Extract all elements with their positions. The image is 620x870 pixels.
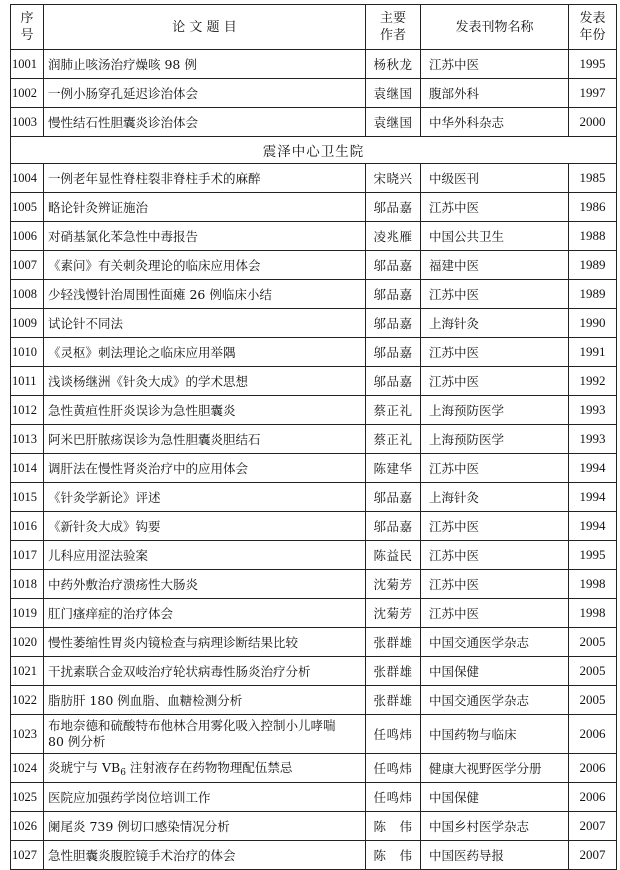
- table-row: [11, 79, 617, 108]
- row-author: 邬品嘉: [366, 338, 421, 367]
- row-title: 润肺止咳汤治疗燥咳 98 例: [44, 50, 366, 79]
- row-journal: 江苏中医: [421, 338, 569, 367]
- row-journal: 中国交通医学杂志: [421, 686, 569, 715]
- row-number: 1011: [11, 367, 44, 396]
- table-row: [11, 396, 617, 425]
- row-title: 浅谈杨继洲《针灸大成》的学术思想: [44, 367, 366, 396]
- row-number: 1016: [11, 512, 44, 541]
- table-row: [11, 193, 617, 222]
- row-author: 任鸣炜: [366, 754, 421, 783]
- row-year: 1990: [569, 309, 617, 338]
- header-no: 序 号: [11, 5, 44, 50]
- row-journal: 江苏中医: [421, 280, 569, 309]
- table-row: [11, 570, 617, 599]
- row-number: 1014: [11, 454, 44, 483]
- row-number: 1010: [11, 338, 44, 367]
- row-author: 邬品嘉: [366, 309, 421, 338]
- row-number: 1002: [11, 79, 44, 108]
- row-author: 沈菊芳: [366, 570, 421, 599]
- row-year: 2006: [569, 754, 617, 783]
- row-number: 1003: [11, 108, 44, 137]
- row-author: 任鸣炜: [366, 783, 421, 812]
- row-number: 1027: [11, 841, 44, 870]
- row-number: 1013: [11, 425, 44, 454]
- row-title: 《针灸学新论》评述: [44, 483, 366, 512]
- row-author: 陈 伟: [366, 841, 421, 870]
- row-year: 1993: [569, 425, 617, 454]
- row-number: 1015: [11, 483, 44, 512]
- row-journal: 江苏中医: [421, 50, 569, 79]
- table-row: [11, 599, 617, 628]
- row-title: 对硝基氯化苯急性中毒报告: [44, 222, 366, 251]
- row-author: 凌兆雁: [366, 222, 421, 251]
- row-title: 阑尾炎 739 例切口感染情况分析: [44, 812, 366, 841]
- row-author: 邬品嘉: [366, 251, 421, 280]
- row-number: 1020: [11, 628, 44, 657]
- row-author: 邬品嘉: [366, 280, 421, 309]
- row-title-part: 炎琥宁与 VB: [48, 760, 121, 775]
- row-journal: 中华外科杂志: [421, 108, 569, 137]
- row-journal: 上海预防医学: [421, 396, 569, 425]
- row-title: 少轻浅慢针治周围性面瘫 26 例临床小结: [44, 280, 366, 309]
- row-journal: 健康大视野医学分册: [421, 754, 569, 783]
- row-journal: 江苏中医: [421, 599, 569, 628]
- row-journal: 上海针灸: [421, 309, 569, 338]
- row-title: 一例老年显性脊柱裂非脊柱手术的麻醉: [44, 164, 366, 193]
- row-number: 1017: [11, 541, 44, 570]
- row-year: 1989: [569, 251, 617, 280]
- row-title: 医院应加强药学岗位培训工作: [44, 783, 366, 812]
- row-journal: 江苏中医: [421, 454, 569, 483]
- row-number: 1021: [11, 657, 44, 686]
- row-author: 邬品嘉: [366, 512, 421, 541]
- table-row: [11, 164, 617, 193]
- row-title: 儿科应用涩法验案: [44, 541, 366, 570]
- row-journal: 中国医药导报: [421, 841, 569, 870]
- row-year: 1992: [569, 367, 617, 396]
- publication-table: [10, 4, 617, 870]
- table-row: [11, 628, 617, 657]
- row-title: 布地奈德和硫酸特布他林合用雾化吸入控制小儿哮喘 80 例分析: [44, 715, 366, 754]
- table-row: [11, 841, 617, 870]
- row-journal: 江苏中医: [421, 512, 569, 541]
- table-body-special: [11, 715, 617, 783]
- row-journal: 中国保健: [421, 783, 569, 812]
- row-year: 1994: [569, 483, 617, 512]
- row-title-part: 注射液存在药物物理配伍禁忌: [125, 760, 293, 775]
- row-title: 干扰素联合金双岐治疗轮状病毒性肠炎治疗分析: [44, 657, 366, 686]
- row-number: 1001: [11, 50, 44, 79]
- table-body-top: [11, 50, 617, 137]
- row-author: 袁继国: [366, 108, 421, 137]
- row-journal: 中国药物与临床: [421, 715, 569, 754]
- row-title: 阿米巴肝脓疡误诊为急性胆囊炎胆结石: [44, 425, 366, 454]
- row-year: 1998: [569, 570, 617, 599]
- row-year: 2007: [569, 841, 617, 870]
- row-journal: 腹部外科: [421, 79, 569, 108]
- section-row: [11, 137, 617, 164]
- row-journal: 中国乡村医学杂志: [421, 812, 569, 841]
- row-year: 1988: [569, 222, 617, 251]
- row-author: 蔡正礼: [366, 425, 421, 454]
- row-number: 1009: [11, 309, 44, 338]
- row-author: 沈菊芳: [366, 599, 421, 628]
- header-title: 论 文 题 目: [44, 5, 366, 50]
- row-title: 脂肪肝 180 例血脂、血糖检测分析: [44, 686, 366, 715]
- row-year: 2007: [569, 812, 617, 841]
- row-journal: 江苏中医: [421, 541, 569, 570]
- row-year: 1991: [569, 338, 617, 367]
- row-author: 邬品嘉: [366, 193, 421, 222]
- row-author: 陈益民: [366, 541, 421, 570]
- table-row: [11, 541, 617, 570]
- row-title: 中药外敷治疗溃疡性大肠炎: [44, 570, 366, 599]
- row-year: 1995: [569, 541, 617, 570]
- row-title: 调肝法在慢性肾炎治疗中的应用体会: [44, 454, 366, 483]
- row-year: 1994: [569, 512, 617, 541]
- row-title: 急性胆囊炎腹腔镜手术治疗的体会: [44, 841, 366, 870]
- table-row: [11, 251, 617, 280]
- row-year: 1986: [569, 193, 617, 222]
- table-row: [11, 108, 617, 137]
- table-row: [11, 657, 617, 686]
- row-journal: 上海针灸: [421, 483, 569, 512]
- row-title: [44, 754, 366, 783]
- row-number: 1018: [11, 570, 44, 599]
- table-row: [11, 222, 617, 251]
- header-year: 发表 年份: [569, 5, 617, 50]
- row-journal: 江苏中医: [421, 367, 569, 396]
- row-title: 慢性萎缩性胃炎内镜检查与病理诊断结果比较: [44, 628, 366, 657]
- row-title: 略论针灸辨证施治: [44, 193, 366, 222]
- row-number: 1026: [11, 812, 44, 841]
- table-row: [11, 754, 617, 783]
- row-number: 1005: [11, 193, 44, 222]
- row-author: 杨秋龙: [366, 50, 421, 79]
- table-row: [11, 454, 617, 483]
- row-title: 急性黄疸性肝炎误诊为急性胆囊炎: [44, 396, 366, 425]
- row-number: 1025: [11, 783, 44, 812]
- row-author: 邬品嘉: [366, 483, 421, 512]
- row-title: 试论针不同法: [44, 309, 366, 338]
- table-row: [11, 812, 617, 841]
- row-number: 1007: [11, 251, 44, 280]
- table-row: [11, 715, 617, 754]
- row-number: 1022: [11, 686, 44, 715]
- row-year: 2005: [569, 628, 617, 657]
- row-journal: 中国公共卫生: [421, 222, 569, 251]
- section-title: 震泽中心卫生院: [11, 137, 617, 164]
- header-author: 主要 作者: [366, 5, 421, 50]
- row-year: 2000: [569, 108, 617, 137]
- table-row: [11, 483, 617, 512]
- table-row: [11, 280, 617, 309]
- publication-table-page: [10, 4, 616, 870]
- row-journal: 江苏中医: [421, 570, 569, 599]
- row-author: 陈 伟: [366, 812, 421, 841]
- row-journal: 上海预防医学: [421, 425, 569, 454]
- row-author: 张群雄: [366, 686, 421, 715]
- table-row: [11, 425, 617, 454]
- row-number: 1012: [11, 396, 44, 425]
- row-number: 1004: [11, 164, 44, 193]
- row-year: 1985: [569, 164, 617, 193]
- row-author: 任鸣炜: [366, 715, 421, 754]
- row-year: 1998: [569, 599, 617, 628]
- section-body: [11, 137, 617, 164]
- row-journal: 中国交通医学杂志: [421, 628, 569, 657]
- row-author: 宋晓兴: [366, 164, 421, 193]
- row-year: 1995: [569, 50, 617, 79]
- row-year: 2006: [569, 715, 617, 754]
- row-year: 1997: [569, 79, 617, 108]
- row-number: 1023: [11, 715, 44, 754]
- header-row: [11, 5, 617, 50]
- row-title: 《灵枢》刺法理论之临床应用举隅: [44, 338, 366, 367]
- row-author: 邬品嘉: [366, 367, 421, 396]
- row-number: 1008: [11, 280, 44, 309]
- header-journal: 发表刊物名称: [421, 5, 569, 50]
- row-title: 肛门瘙痒症的治疗体会: [44, 599, 366, 628]
- table-row: [11, 512, 617, 541]
- row-year: 1993: [569, 396, 617, 425]
- table-row: [11, 50, 617, 79]
- table-row: [11, 367, 617, 396]
- row-journal: 福建中医: [421, 251, 569, 280]
- table-row: [11, 309, 617, 338]
- table-row: [11, 338, 617, 367]
- row-number: 1019: [11, 599, 44, 628]
- row-title: 《素问》有关刺灸理论的临床应用体会: [44, 251, 366, 280]
- row-title: 一例小肠穿孔延迟诊治体会: [44, 79, 366, 108]
- row-number: 1006: [11, 222, 44, 251]
- row-journal: 中国保健: [421, 657, 569, 686]
- table-row: [11, 783, 617, 812]
- table-row: [11, 686, 617, 715]
- row-author: 陈建华: [366, 454, 421, 483]
- row-year: 2006: [569, 783, 617, 812]
- row-author: 蔡正礼: [366, 396, 421, 425]
- row-year: 1994: [569, 454, 617, 483]
- row-number: 1024: [11, 754, 44, 783]
- table-body-main: [11, 164, 617, 715]
- row-year: 2005: [569, 657, 617, 686]
- row-journal: 江苏中医: [421, 193, 569, 222]
- table-body-bottom: [11, 783, 617, 870]
- row-title-subscript: 6: [120, 768, 126, 778]
- row-title: 《新针灸大成》钩要: [44, 512, 366, 541]
- row-year: 1989: [569, 280, 617, 309]
- row-author: 袁继国: [366, 79, 421, 108]
- row-title: 慢性结石性胆囊炎诊治体会: [44, 108, 366, 137]
- row-author: 张群雄: [366, 657, 421, 686]
- row-journal: 中级医刊: [421, 164, 569, 193]
- row-author: 张群雄: [366, 628, 421, 657]
- row-year: 2005: [569, 686, 617, 715]
